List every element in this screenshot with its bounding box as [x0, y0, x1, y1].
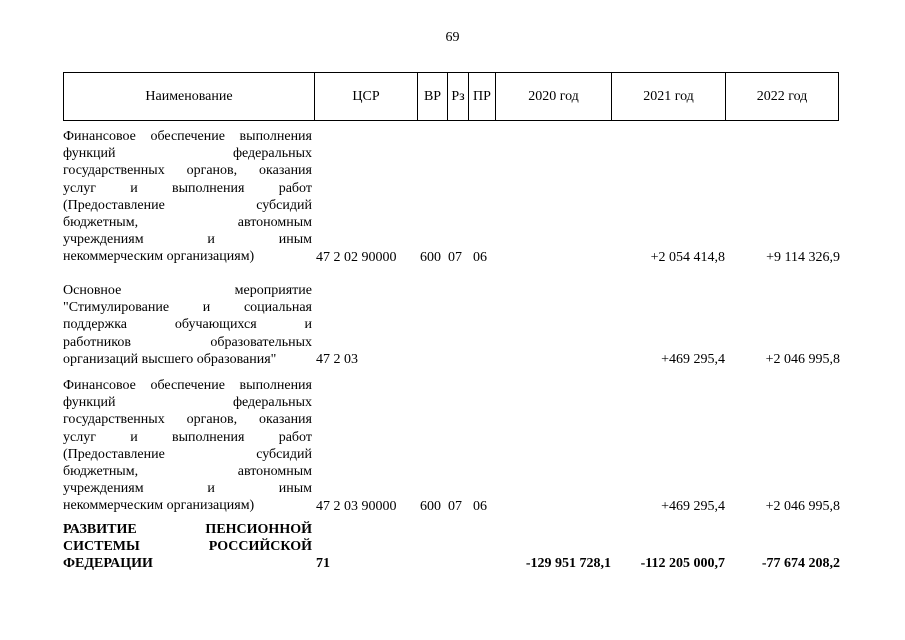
name-line: учреждениям и иным [63, 481, 312, 497]
row-2022: +9 114 326,9 [766, 250, 840, 265]
page-number: 69 [445, 30, 460, 45]
name-line: некоммерческим организациям) [63, 249, 255, 265]
header-2022: 2022 год [756, 88, 808, 104]
header-csr: ЦСР [315, 73, 418, 120]
name-line: Финансовое обеспечение выполнения [63, 378, 312, 393]
row-name [63, 521, 312, 573]
header-name: Наименование [64, 73, 315, 120]
table-header [63, 72, 839, 121]
name-line: поддержка обучающихся и [63, 317, 312, 333]
row-2021: +2 054 414,8 [650, 250, 725, 265]
name-line: государственных органов, оказания [63, 163, 312, 179]
name-line: функций федеральных [63, 146, 312, 162]
row-name [63, 128, 312, 266]
name-line: некоммерческим организациям) [63, 498, 255, 514]
name-line: услуг и выполнения работ [63, 429, 312, 445]
name-line: организаций высшего образования" [63, 351, 277, 367]
row-2021: +469 295,4 [661, 352, 725, 367]
row-rz: 07 [448, 250, 462, 265]
row-2022: +2 046 995,8 [765, 352, 840, 367]
header-2020: 2020 год [496, 73, 612, 120]
row-csr: 47 2 03 90000 [316, 499, 397, 514]
row-name [63, 282, 312, 368]
row-pr: 06 [473, 499, 487, 514]
row-pr: 06 [473, 250, 487, 265]
name-line: РАЗВИТИЕ ПЕНСИОННОЙ [63, 522, 312, 537]
name-line: услуг и выполнения работ [63, 180, 312, 196]
row-rz: 07 [448, 499, 462, 514]
name-line: работников образовательных [63, 334, 312, 350]
row-name [63, 377, 312, 515]
header-pr: ПР [469, 73, 496, 120]
row-vr: 600 [420, 499, 441, 514]
row-2022: +2 046 995,8 [765, 499, 840, 514]
name-line: бюджетным, автономным [63, 215, 312, 231]
row-csr: 71 [316, 556, 330, 571]
name-line: учреждениям и иным [63, 232, 312, 248]
row-2021: +469 295,4 [661, 499, 725, 514]
name-line: функций федеральных [63, 395, 312, 411]
header-rz: Рз [448, 73, 469, 120]
header-vr: ВР [418, 73, 448, 120]
name-line: государственных органов, оказания [63, 412, 312, 428]
name-line: СИСТЕМЫ РОССИЙСКОЙ [63, 539, 312, 555]
row-2022: -77 674 208,2 [761, 556, 840, 571]
name-line: Основное мероприятие [63, 283, 312, 298]
name-line: Финансовое обеспечение выполнения [63, 129, 312, 144]
row-csr: 47 2 02 90000 [316, 250, 397, 265]
name-line: "Стимулирование и социальная [63, 300, 312, 316]
row-csr: 47 2 03 [316, 352, 358, 367]
row-2020: -129 951 728,1 [525, 556, 611, 571]
name-line: бюджетным, автономным [63, 464, 312, 480]
name-line: ФЕДЕРАЦИИ [63, 556, 153, 572]
name-line: (Предоставление субсидий [63, 197, 312, 213]
row-vr: 600 [420, 250, 441, 265]
row-2021: -112 205 000,7 [640, 556, 725, 571]
name-line: (Предоставление субсидий [63, 446, 312, 462]
header-2021: 2021 год [612, 73, 726, 120]
